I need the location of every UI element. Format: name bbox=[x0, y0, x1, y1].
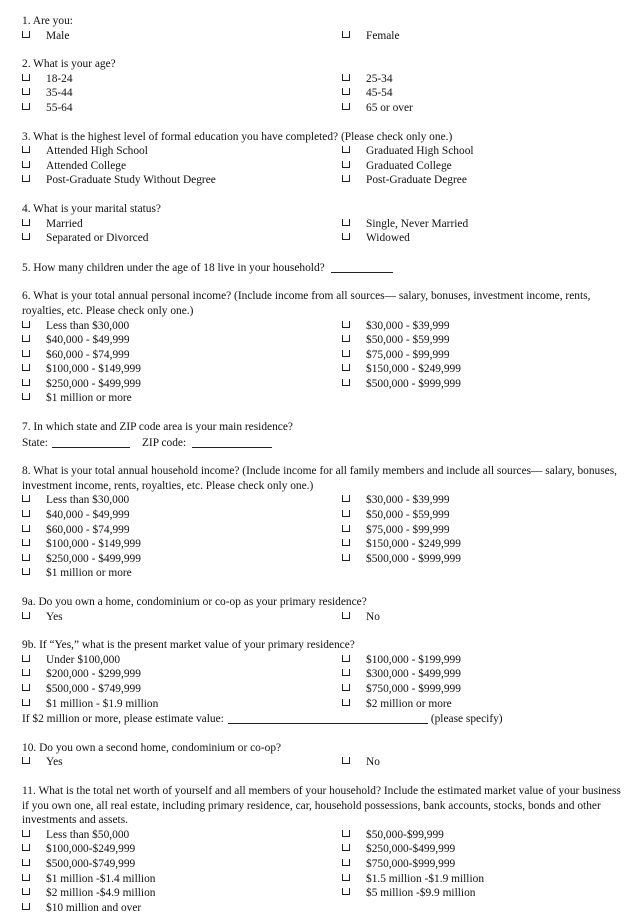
checkbox-icon[interactable] bbox=[22, 321, 30, 328]
option-label: 35-44 bbox=[46, 87, 73, 100]
option-row bbox=[22, 173, 622, 188]
checkbox-option[interactable] bbox=[342, 159, 452, 174]
checkbox-option[interactable] bbox=[342, 682, 461, 697]
option-row bbox=[22, 857, 622, 872]
option-label: 55-64 bbox=[46, 101, 73, 114]
checkbox-icon[interactable] bbox=[22, 31, 30, 38]
checkbox-icon[interactable] bbox=[22, 612, 30, 619]
option-label: $10 million and over bbox=[46, 901, 142, 914]
option-label: $1.5 million -$1.9 million bbox=[366, 872, 485, 885]
option-label: 45-54 bbox=[366, 87, 393, 100]
checkbox-icon[interactable] bbox=[342, 669, 350, 676]
question-q6 bbox=[22, 289, 622, 406]
option-row bbox=[22, 333, 622, 348]
checkbox-option[interactable] bbox=[22, 523, 130, 538]
option-label: $150,000 - $249,999 bbox=[366, 363, 461, 376]
option-row bbox=[22, 508, 622, 523]
checkbox-option[interactable] bbox=[342, 537, 461, 552]
survey-page bbox=[22, 14, 622, 915]
option-row bbox=[22, 653, 622, 668]
checkbox-option[interactable] bbox=[342, 610, 380, 625]
checkbox-icon[interactable] bbox=[22, 669, 30, 676]
checkbox-option[interactable] bbox=[342, 523, 450, 538]
question-q4 bbox=[22, 202, 622, 246]
question-q7 bbox=[22, 420, 622, 450]
checkbox-icon[interactable] bbox=[22, 379, 30, 386]
checkbox-icon[interactable] bbox=[342, 31, 350, 38]
option-label: $2 million or more bbox=[366, 697, 452, 710]
checkbox-option[interactable] bbox=[342, 144, 474, 159]
question-q9b bbox=[22, 638, 622, 727]
option-row bbox=[22, 667, 622, 682]
checkbox-icon[interactable] bbox=[342, 757, 350, 764]
option-label: $1 million -$1.4 million bbox=[46, 872, 156, 885]
option-label: $100,000 - $149,999 bbox=[46, 538, 141, 551]
checkbox-option[interactable] bbox=[342, 231, 410, 246]
checkbox-icon[interactable] bbox=[342, 219, 350, 226]
option-label: 25-34 bbox=[366, 72, 393, 85]
checkbox-option[interactable] bbox=[22, 391, 132, 406]
checkbox-option[interactable] bbox=[22, 537, 141, 552]
option-row bbox=[22, 348, 622, 363]
question-q9a bbox=[22, 595, 622, 624]
checkbox-option[interactable] bbox=[342, 173, 467, 188]
checkbox-icon[interactable] bbox=[342, 146, 350, 153]
checkbox-icon[interactable] bbox=[22, 335, 30, 342]
option-label: $500,000 - $999,999 bbox=[366, 552, 461, 565]
option-row bbox=[22, 144, 622, 159]
question-text: 2. What is your age? bbox=[22, 58, 116, 71]
option-label: Graduated College bbox=[366, 159, 452, 172]
estimate-label: If $2 million or more, please estimate value: bbox=[22, 713, 224, 726]
checkbox-option[interactable] bbox=[22, 173, 216, 188]
option-label: $5 million -$9.9 million bbox=[366, 887, 476, 900]
question-text: 1. Are you: bbox=[22, 15, 73, 27]
checkbox-option[interactable] bbox=[22, 566, 132, 581]
option-row bbox=[22, 72, 622, 87]
option-label: Yes bbox=[46, 756, 63, 769]
checkbox-option[interactable] bbox=[22, 231, 148, 246]
option-label: Male bbox=[46, 29, 70, 42]
option-label: Single, Never Married bbox=[366, 217, 469, 230]
checkbox-icon[interactable] bbox=[22, 350, 30, 357]
option-label: $60,000 - $74,999 bbox=[46, 523, 130, 536]
checkbox-icon[interactable] bbox=[342, 525, 350, 532]
option-label: $500,000-$749,999 bbox=[46, 857, 136, 870]
checkbox-icon[interactable] bbox=[22, 525, 30, 532]
checkbox-option[interactable] bbox=[22, 755, 63, 770]
question-q2 bbox=[22, 57, 622, 115]
zip-label: ZIP code: bbox=[141, 436, 187, 449]
option-row bbox=[22, 391, 622, 406]
checkbox-icon[interactable] bbox=[22, 146, 30, 153]
checkbox-option[interactable] bbox=[22, 217, 83, 232]
option-label: No bbox=[366, 610, 380, 623]
option-row bbox=[22, 566, 622, 581]
checkbox-option[interactable] bbox=[22, 29, 69, 44]
option-label: $1 million or more bbox=[46, 392, 132, 405]
checkbox-icon[interactable] bbox=[342, 88, 350, 95]
option-label: $200,000 - $299,999 bbox=[46, 668, 141, 681]
checkbox-option[interactable] bbox=[342, 828, 444, 843]
option-label: $250,000 - $499,999 bbox=[46, 552, 141, 565]
checkbox-option[interactable] bbox=[22, 610, 63, 625]
option-label: Attended High School bbox=[46, 145, 148, 158]
option-label: $50,000 - $59,999 bbox=[366, 334, 450, 347]
checkbox-option[interactable] bbox=[342, 508, 450, 523]
option-label: $750,000-$999,999 bbox=[366, 857, 456, 870]
checkbox-option[interactable] bbox=[342, 697, 452, 712]
option-label: $750,000 - $999,999 bbox=[366, 682, 461, 695]
checkbox-option[interactable] bbox=[342, 857, 455, 872]
checkbox-option[interactable] bbox=[342, 493, 450, 508]
question-q11 bbox=[22, 784, 622, 915]
option-label: $1 million - $1.9 million bbox=[46, 697, 159, 710]
checkbox-icon[interactable] bbox=[342, 74, 350, 81]
option-row bbox=[22, 537, 622, 552]
option-label: $30,000 - $39,999 bbox=[366, 319, 450, 332]
checkbox-option[interactable] bbox=[22, 377, 141, 392]
checkbox-option[interactable] bbox=[342, 86, 393, 101]
option-row bbox=[22, 29, 622, 44]
option-row bbox=[22, 828, 622, 843]
checkbox-option[interactable] bbox=[342, 552, 461, 567]
estimate-suffix: (please specify) bbox=[430, 713, 503, 726]
checkbox-option[interactable] bbox=[342, 333, 450, 348]
checkbox-option[interactable] bbox=[342, 217, 468, 232]
question-q1 bbox=[22, 14, 622, 43]
option-label: Less than $30,000 bbox=[46, 494, 130, 507]
option-row bbox=[22, 755, 622, 770]
option-label: $60,000 - $74,999 bbox=[46, 348, 130, 361]
option-row bbox=[22, 523, 622, 538]
checkbox-icon[interactable] bbox=[342, 655, 350, 662]
checkbox-option[interactable] bbox=[22, 508, 130, 523]
checkbox-option[interactable] bbox=[342, 101, 413, 116]
checkbox-option[interactable] bbox=[342, 362, 461, 377]
question-text: 6. What is your total annual personal income? (Include income from all sources— salary, bonuses, investment income, rents, royalties, etc. Please check only one.) bbox=[22, 290, 591, 317]
checkbox-option[interactable] bbox=[342, 377, 461, 392]
option-label: $40,000 - $49,999 bbox=[46, 509, 130, 522]
checkbox-icon[interactable] bbox=[342, 844, 350, 851]
option-row bbox=[22, 682, 622, 697]
checkbox-icon[interactable] bbox=[22, 568, 30, 575]
option-label: 65 or over bbox=[366, 101, 413, 114]
checkbox-option[interactable] bbox=[22, 319, 129, 334]
checkbox-icon[interactable] bbox=[22, 539, 30, 546]
option-label: 18-24 bbox=[46, 72, 73, 85]
checkbox-icon[interactable] bbox=[342, 699, 350, 706]
option-row bbox=[22, 886, 622, 901]
checkbox-icon[interactable] bbox=[22, 684, 30, 691]
checkbox-option[interactable] bbox=[22, 72, 73, 87]
estimate-line bbox=[22, 711, 622, 727]
question-q3 bbox=[22, 130, 622, 188]
option-label: $2 million -$4.9 million bbox=[46, 887, 156, 900]
checkbox-icon[interactable] bbox=[342, 103, 350, 110]
checkbox-icon[interactable] bbox=[342, 539, 350, 546]
checkbox-icon[interactable] bbox=[342, 859, 350, 866]
option-label: $75,000 - $99,999 bbox=[366, 348, 450, 361]
checkbox-option[interactable] bbox=[22, 857, 135, 872]
checkbox-option[interactable] bbox=[22, 697, 158, 712]
checkbox-icon[interactable] bbox=[22, 830, 30, 837]
option-row bbox=[22, 842, 622, 857]
option-label: Yes bbox=[46, 610, 63, 623]
option-row bbox=[22, 217, 622, 232]
checkbox-option[interactable] bbox=[22, 333, 130, 348]
checkbox-icon[interactable] bbox=[342, 175, 350, 182]
checkbox-icon[interactable] bbox=[22, 74, 30, 81]
option-label: Attended College bbox=[46, 159, 127, 172]
option-row bbox=[22, 159, 622, 174]
checkbox-option[interactable] bbox=[22, 493, 129, 508]
zip-input[interactable] bbox=[192, 435, 272, 448]
option-row bbox=[22, 872, 622, 887]
checkbox-option[interactable] bbox=[22, 682, 141, 697]
option-row bbox=[22, 552, 622, 567]
option-row bbox=[22, 901, 622, 916]
option-label: $250,000-$499,999 bbox=[366, 843, 456, 856]
checkbox-icon[interactable] bbox=[22, 655, 30, 662]
option-label: $1 million or more bbox=[46, 567, 132, 580]
checkbox-icon[interactable] bbox=[22, 844, 30, 851]
checkbox-icon[interactable] bbox=[342, 874, 350, 881]
checkbox-option[interactable] bbox=[22, 159, 126, 174]
checkbox-icon[interactable] bbox=[22, 219, 30, 226]
option-row bbox=[22, 493, 622, 508]
checkbox-icon[interactable] bbox=[22, 233, 30, 240]
checkbox-icon[interactable] bbox=[342, 612, 350, 619]
option-row bbox=[22, 231, 622, 246]
checkbox-icon[interactable] bbox=[342, 888, 350, 895]
option-label: $50,000-$99,999 bbox=[366, 828, 444, 841]
checkbox-icon[interactable] bbox=[342, 510, 350, 517]
question-text: 9a. Do you own a home, condominium or co-op as your primary residence? bbox=[22, 596, 367, 608]
checkbox-option[interactable] bbox=[342, 842, 455, 857]
checkbox-option[interactable] bbox=[22, 86, 73, 101]
option-label: Married bbox=[46, 217, 83, 230]
option-label: Post-Graduate Degree bbox=[366, 174, 467, 187]
option-label: $100,000-$249,999 bbox=[46, 843, 136, 856]
checkbox-icon[interactable] bbox=[342, 233, 350, 240]
checkbox-option[interactable] bbox=[22, 667, 141, 682]
option-row bbox=[22, 101, 622, 116]
question-text: 11. What is the total net worth of yourself and all members of your household? Include the estimated market value of your business if you own one, all real estate, including primary residence, car, household possessions, bank accounts, stocks, bonds and other investments and assets. bbox=[22, 784, 621, 827]
option-label: $500,000 - $749,999 bbox=[46, 682, 141, 695]
question-q10 bbox=[22, 741, 622, 770]
checkbox-icon[interactable] bbox=[22, 874, 30, 881]
checkbox-option[interactable] bbox=[342, 755, 380, 770]
checkbox-icon[interactable] bbox=[342, 161, 350, 168]
state-input[interactable] bbox=[52, 435, 130, 448]
option-label: $100,000 - $149,999 bbox=[46, 363, 141, 376]
checkbox-icon[interactable] bbox=[22, 699, 30, 706]
option-row bbox=[22, 697, 622, 712]
question-text: 8. What is your total annual household income? (Include income for all family members and include all sources— salary, bonuses, investment income, rents, royalties, etc. Please check only one.) bbox=[22, 465, 617, 492]
checkbox-icon[interactable] bbox=[342, 830, 350, 837]
state-zip-line bbox=[22, 435, 622, 451]
checkbox-icon[interactable] bbox=[342, 321, 350, 328]
checkbox-option[interactable] bbox=[22, 348, 130, 363]
answer-blank[interactable] bbox=[331, 260, 393, 273]
option-label: Less than $50,000 bbox=[46, 828, 130, 841]
checkbox-icon[interactable] bbox=[22, 103, 30, 110]
checkbox-icon[interactable] bbox=[342, 554, 350, 561]
checkbox-icon[interactable] bbox=[342, 495, 350, 502]
option-label: No bbox=[366, 756, 380, 769]
question-text: 5. How many children under the age of 18 live in your household? bbox=[22, 261, 325, 274]
option-label: Less than $30,000 bbox=[46, 319, 130, 332]
checkbox-icon[interactable] bbox=[22, 161, 30, 168]
checkbox-option[interactable] bbox=[342, 667, 461, 682]
option-label: Graduated High School bbox=[366, 145, 474, 158]
checkbox-icon[interactable] bbox=[342, 364, 350, 371]
checkbox-icon[interactable] bbox=[22, 510, 30, 517]
estimate-input[interactable] bbox=[228, 711, 428, 724]
question-text: 3. What is the highest level of formal education you have completed? (Please check only one.) bbox=[22, 130, 453, 143]
question-text: 7. In which state and ZIP code area is your main residence? bbox=[22, 421, 293, 434]
question-text: 9b. If “Yes,” what is the present market value of your primary residence? bbox=[22, 639, 355, 652]
option-row bbox=[22, 362, 622, 377]
checkbox-icon[interactable] bbox=[22, 495, 30, 502]
option-label: $50,000 - $59,999 bbox=[366, 509, 450, 522]
checkbox-icon[interactable] bbox=[342, 350, 350, 357]
checkbox-icon[interactable] bbox=[342, 335, 350, 342]
checkbox-icon[interactable] bbox=[22, 757, 30, 764]
option-label: Post-Graduate Study Without Degree bbox=[46, 174, 216, 187]
checkbox-option[interactable] bbox=[22, 872, 155, 887]
checkbox-option[interactable] bbox=[22, 101, 73, 116]
checkbox-icon[interactable] bbox=[22, 175, 30, 182]
checkbox-icon[interactable] bbox=[22, 888, 30, 895]
checkbox-icon[interactable] bbox=[22, 859, 30, 866]
checkbox-option[interactable] bbox=[22, 842, 135, 857]
checkbox-icon[interactable] bbox=[22, 903, 30, 910]
option-label: $75,000 - $99,999 bbox=[366, 523, 450, 536]
option-label: $100,000 - $199,999 bbox=[366, 653, 461, 666]
option-label: Separated or Divorced bbox=[46, 232, 149, 245]
checkbox-option[interactable] bbox=[342, 29, 400, 44]
option-label: $500,000 - $999,999 bbox=[366, 377, 461, 390]
checkbox-option[interactable] bbox=[342, 348, 450, 363]
option-label: Under $100,000 bbox=[46, 653, 121, 666]
checkbox-icon[interactable] bbox=[22, 88, 30, 95]
checkbox-option[interactable] bbox=[22, 552, 141, 567]
option-row bbox=[22, 86, 622, 101]
checkbox-icon[interactable] bbox=[342, 684, 350, 691]
option-label: Widowed bbox=[366, 232, 410, 245]
question-q8 bbox=[22, 464, 622, 581]
checkbox-option[interactable] bbox=[342, 872, 484, 887]
checkbox-icon[interactable] bbox=[22, 393, 30, 400]
option-label: $40,000 - $49,999 bbox=[46, 334, 130, 347]
option-label: $30,000 - $39,999 bbox=[366, 494, 450, 507]
checkbox-option[interactable] bbox=[22, 886, 155, 901]
checkbox-option[interactable] bbox=[22, 653, 120, 668]
checkbox-option[interactable] bbox=[342, 653, 461, 668]
checkbox-option[interactable] bbox=[22, 901, 141, 916]
checkbox-icon[interactable] bbox=[22, 554, 30, 561]
option-row bbox=[22, 319, 622, 334]
option-row bbox=[22, 377, 622, 392]
option-label: $300,000 - $499,999 bbox=[366, 668, 461, 681]
checkbox-icon[interactable] bbox=[342, 379, 350, 386]
option-label: Female bbox=[366, 29, 400, 42]
checkbox-option[interactable] bbox=[342, 886, 475, 901]
checkbox-icon[interactable] bbox=[22, 364, 30, 371]
option-row bbox=[22, 610, 622, 625]
option-label: $250,000 - $499,999 bbox=[46, 377, 141, 390]
checkbox-option[interactable] bbox=[342, 319, 450, 334]
checkbox-option[interactable] bbox=[22, 144, 148, 159]
option-label: $150,000 - $249,999 bbox=[366, 538, 461, 551]
question-text: 4. What is your marital status? bbox=[22, 202, 161, 215]
checkbox-option[interactable] bbox=[22, 362, 141, 377]
question-q5 bbox=[22, 260, 622, 276]
state-label: State: bbox=[22, 436, 48, 449]
question-text: 10. Do you own a second home, condominium or co-op? bbox=[22, 741, 282, 754]
checkbox-option[interactable] bbox=[342, 72, 393, 87]
checkbox-option[interactable] bbox=[22, 828, 129, 843]
